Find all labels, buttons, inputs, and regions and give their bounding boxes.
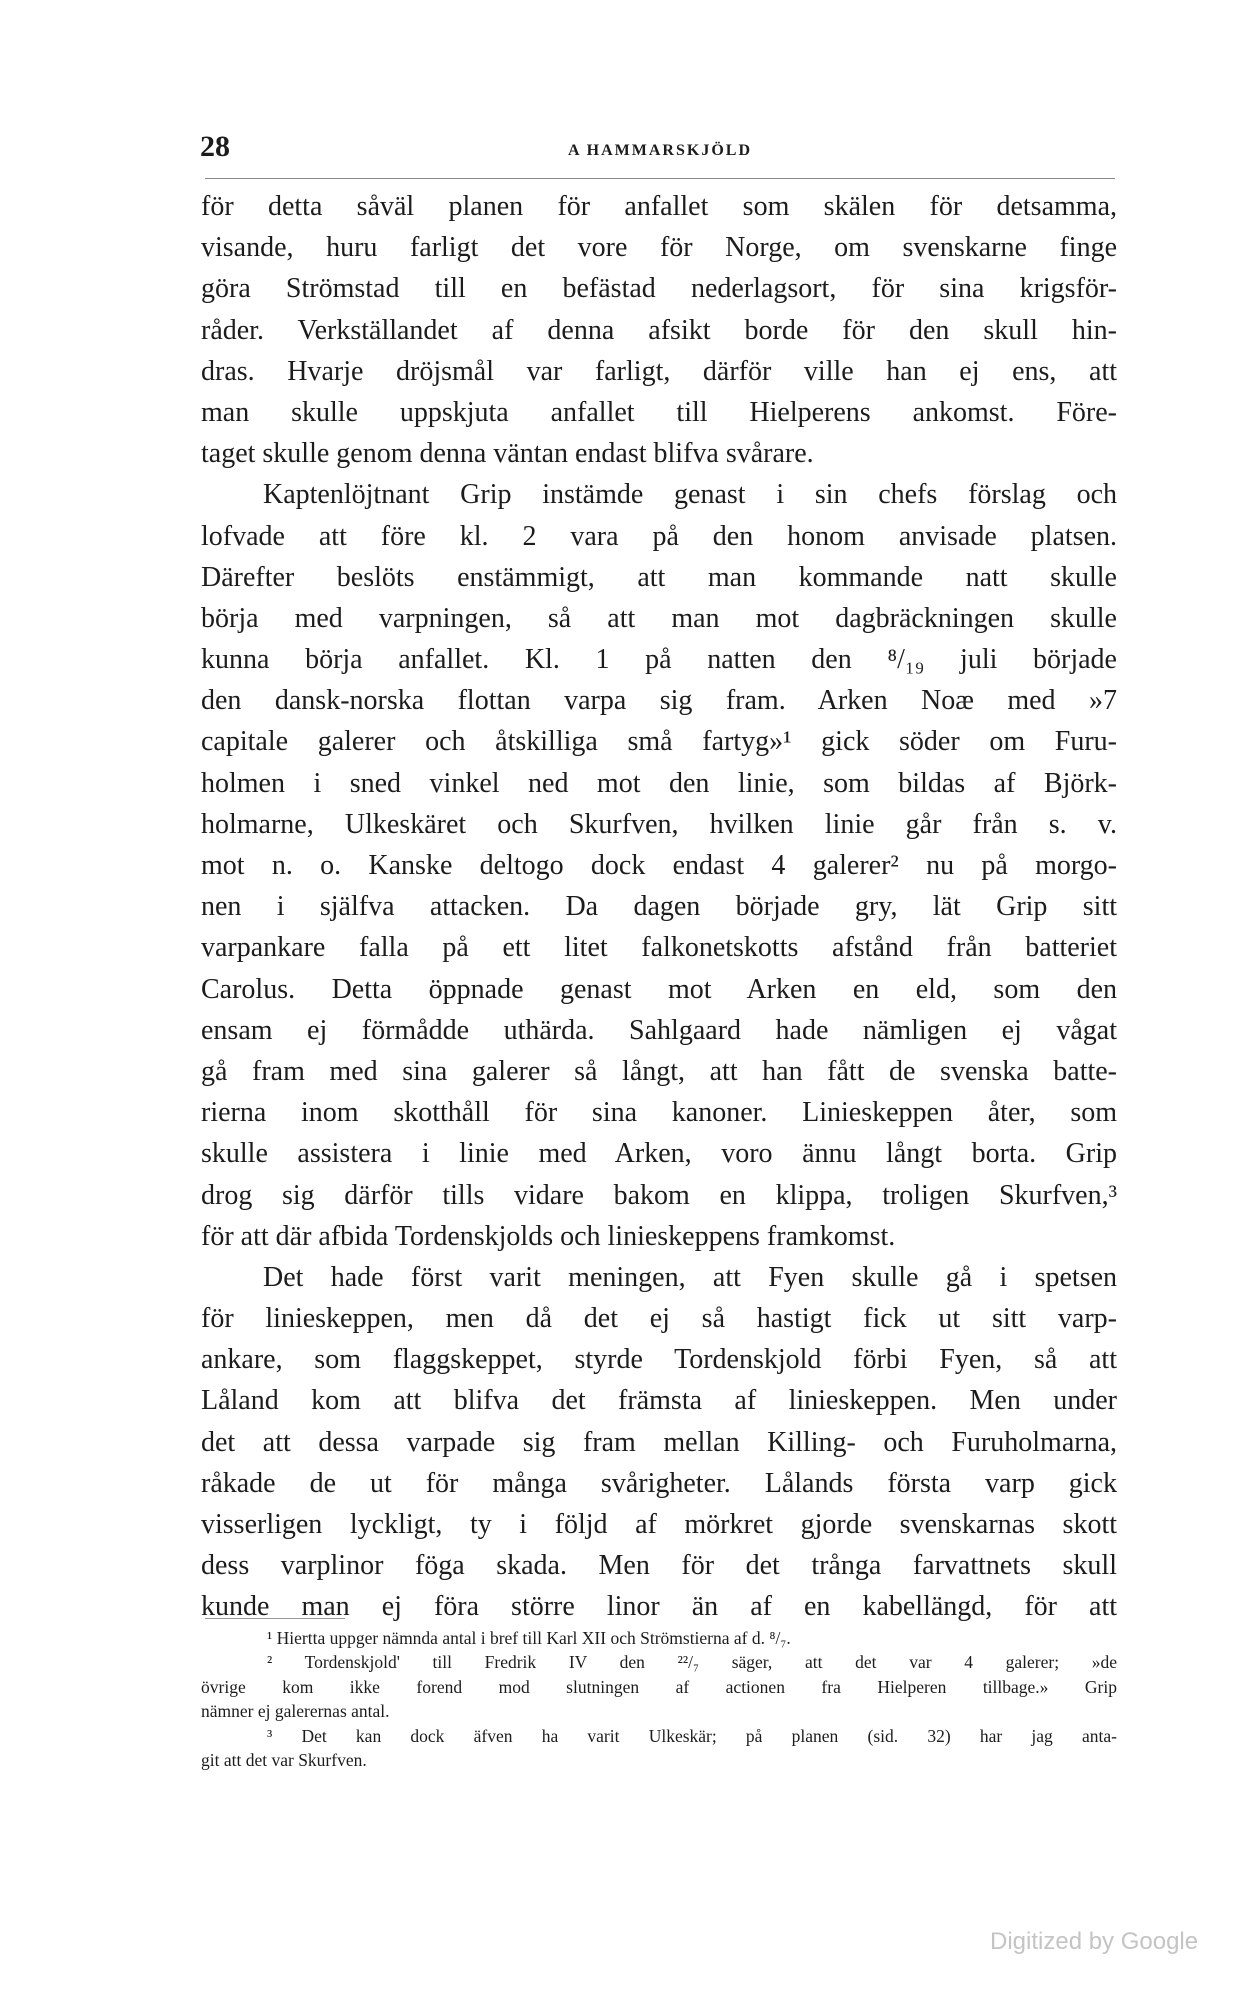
- text-line: Carolus. Detta öppnade genast mot Arken en eld, som den: [201, 973, 1117, 1005]
- text-line: för linieskeppen, men då det ej så hastigt fick ut sitt varp-: [201, 1303, 1117, 1335]
- digitization-watermark: Digitized by Google: [990, 1928, 1199, 1955]
- body-text: [201, 186, 1117, 1628]
- header-rule: [205, 178, 1115, 179]
- text-line: dras. Hvarje dröjsmål var farligt, därför ville han ej ens, att: [201, 355, 1117, 387]
- text-line: råkade de ut för många svårigheter. Lålands första varp gick: [201, 1467, 1117, 1499]
- footnote-line: ¹ Hiertta uppger nämnda antal i bref till Karl XII och Strömstierna af d. ⁸/₇.: [267, 1628, 791, 1648]
- text-line: för att där afbida Tordenskjolds och linieskeppens framkomst.: [201, 1220, 896, 1252]
- text-line: kunde man ej föra större linor än af en kabellängd, för att: [201, 1591, 1117, 1623]
- text-line: skulle assistera i linie med Arken, voro ännu långt borta. Grip: [201, 1138, 1117, 1170]
- text-line: holmen i sned vinkel ned mot den linie, som bildas af Björk-: [201, 767, 1117, 799]
- text-line: Det hade först varit meningen, att Fyen skulle gå i spetsen: [263, 1261, 1117, 1293]
- page-header: [200, 130, 1120, 170]
- text-line: det att dessa varpade sig fram mellan Killing- och Furuholmarna,: [201, 1426, 1117, 1458]
- text-line: lofvade att före kl. 2 vara på den honom anvisade platsen.: [201, 520, 1117, 552]
- text-line: gå fram med sina galerer så långt, att han fått de svenska batte-: [201, 1055, 1117, 1087]
- text-line: visserligen lyckligt, ty i följd af mörkret gjorde svenskarnas skott: [201, 1509, 1117, 1540]
- footnote-rule: [205, 1618, 345, 1619]
- text-line: mot n. o. Kanske deltogo dock endast 4 galerer² nu på morgo-: [201, 850, 1117, 881]
- text-line: råder. Verkställandet af denna afsikt borde för den skull hin-: [201, 314, 1117, 346]
- text-line: taget skulle genom denna väntan endast blifva svårare.: [201, 438, 814, 470]
- text-line: för detta såväl planen för anfallet som skälen för detsamma,: [201, 191, 1117, 222]
- footnote-line: nämner ej galerernas antal.: [201, 1701, 390, 1722]
- text-line: nen i själfva attacken. Da dagen började gry, lät Grip sitt: [201, 891, 1117, 923]
- text-line: dess varplinor föga skada. Men för det trånga farvattnets skull: [201, 1550, 1117, 1582]
- footnote-line: övrige kom ikke forend mod slutningen af actionen fra Hielperen tillbage.» Grip: [201, 1676, 1117, 1697]
- footnotes: [201, 1626, 1117, 1772]
- footnote-line: ² Tordenskjold' till Fredrik IV den ²²/₇ säger, att det var 4 galerer; »de: [267, 1652, 1117, 1673]
- text-line: den dansk-norska flottan varpa sig fram. Arken Noæ med »7: [201, 685, 1117, 717]
- text-line: rierna inom skotthåll för sina kanoner. Linieskeppen åter, som: [201, 1097, 1117, 1129]
- text-line: göra Strömstad till en befästad nederlagsort, för sina krigsför-: [201, 273, 1117, 305]
- text-line: börja med varpningen, så att man mot dagbräckningen skulle: [201, 602, 1117, 634]
- text-line: holmarne, Ulkeskäret och Skurfven, hvilken linie går från s. v.: [201, 808, 1117, 840]
- footnote-line: ³ Det kan dock äfven ha varit Ulkeskär; på planen (sid. 32) har jag anta-: [267, 1725, 1117, 1746]
- text-line: Låland kom att blifva det främsta af linieskeppen. Men under: [201, 1385, 1117, 1417]
- text-line: varpankare falla på ett litet falkonetskotts afstånd från batteriet: [201, 932, 1117, 964]
- running-head: A HAMMARSKJÖLD: [568, 142, 752, 159]
- text-line: visande, huru farligt det vore för Norge, om svenskarne finge: [201, 232, 1117, 264]
- text-line: drog sig därför tills vidare bakom en klippa, troligen Skurfven,³: [201, 1179, 1117, 1211]
- text-line: kunna börja anfallet. Kl. 1 på natten den ⁸/₁₉ juli började: [201, 644, 1117, 676]
- text-line: ensam ej förmådde uthärda. Sahlgaard hade nämligen ej vågat: [201, 1014, 1117, 1046]
- footnote-line: git att det var Skurfven.: [201, 1749, 367, 1770]
- text-line: Därefter beslöts enstämmigt, att man kommande natt skulle: [201, 561, 1117, 593]
- text-line: capitale galerer och åtskilliga små fartyg»¹ gick söder om Furu-: [201, 726, 1117, 758]
- text-line: man skulle uppskjuta anfallet till Hielperens ankomst. Före-: [201, 396, 1117, 428]
- text-line: Kaptenlöjtnant Grip instämde genast i sin chefs förslag och: [263, 479, 1117, 511]
- text-line: ankare, som flaggskeppet, styrde Tordenskjold förbi Fyen, så att: [201, 1344, 1117, 1376]
- page-number: 28: [200, 130, 230, 163]
